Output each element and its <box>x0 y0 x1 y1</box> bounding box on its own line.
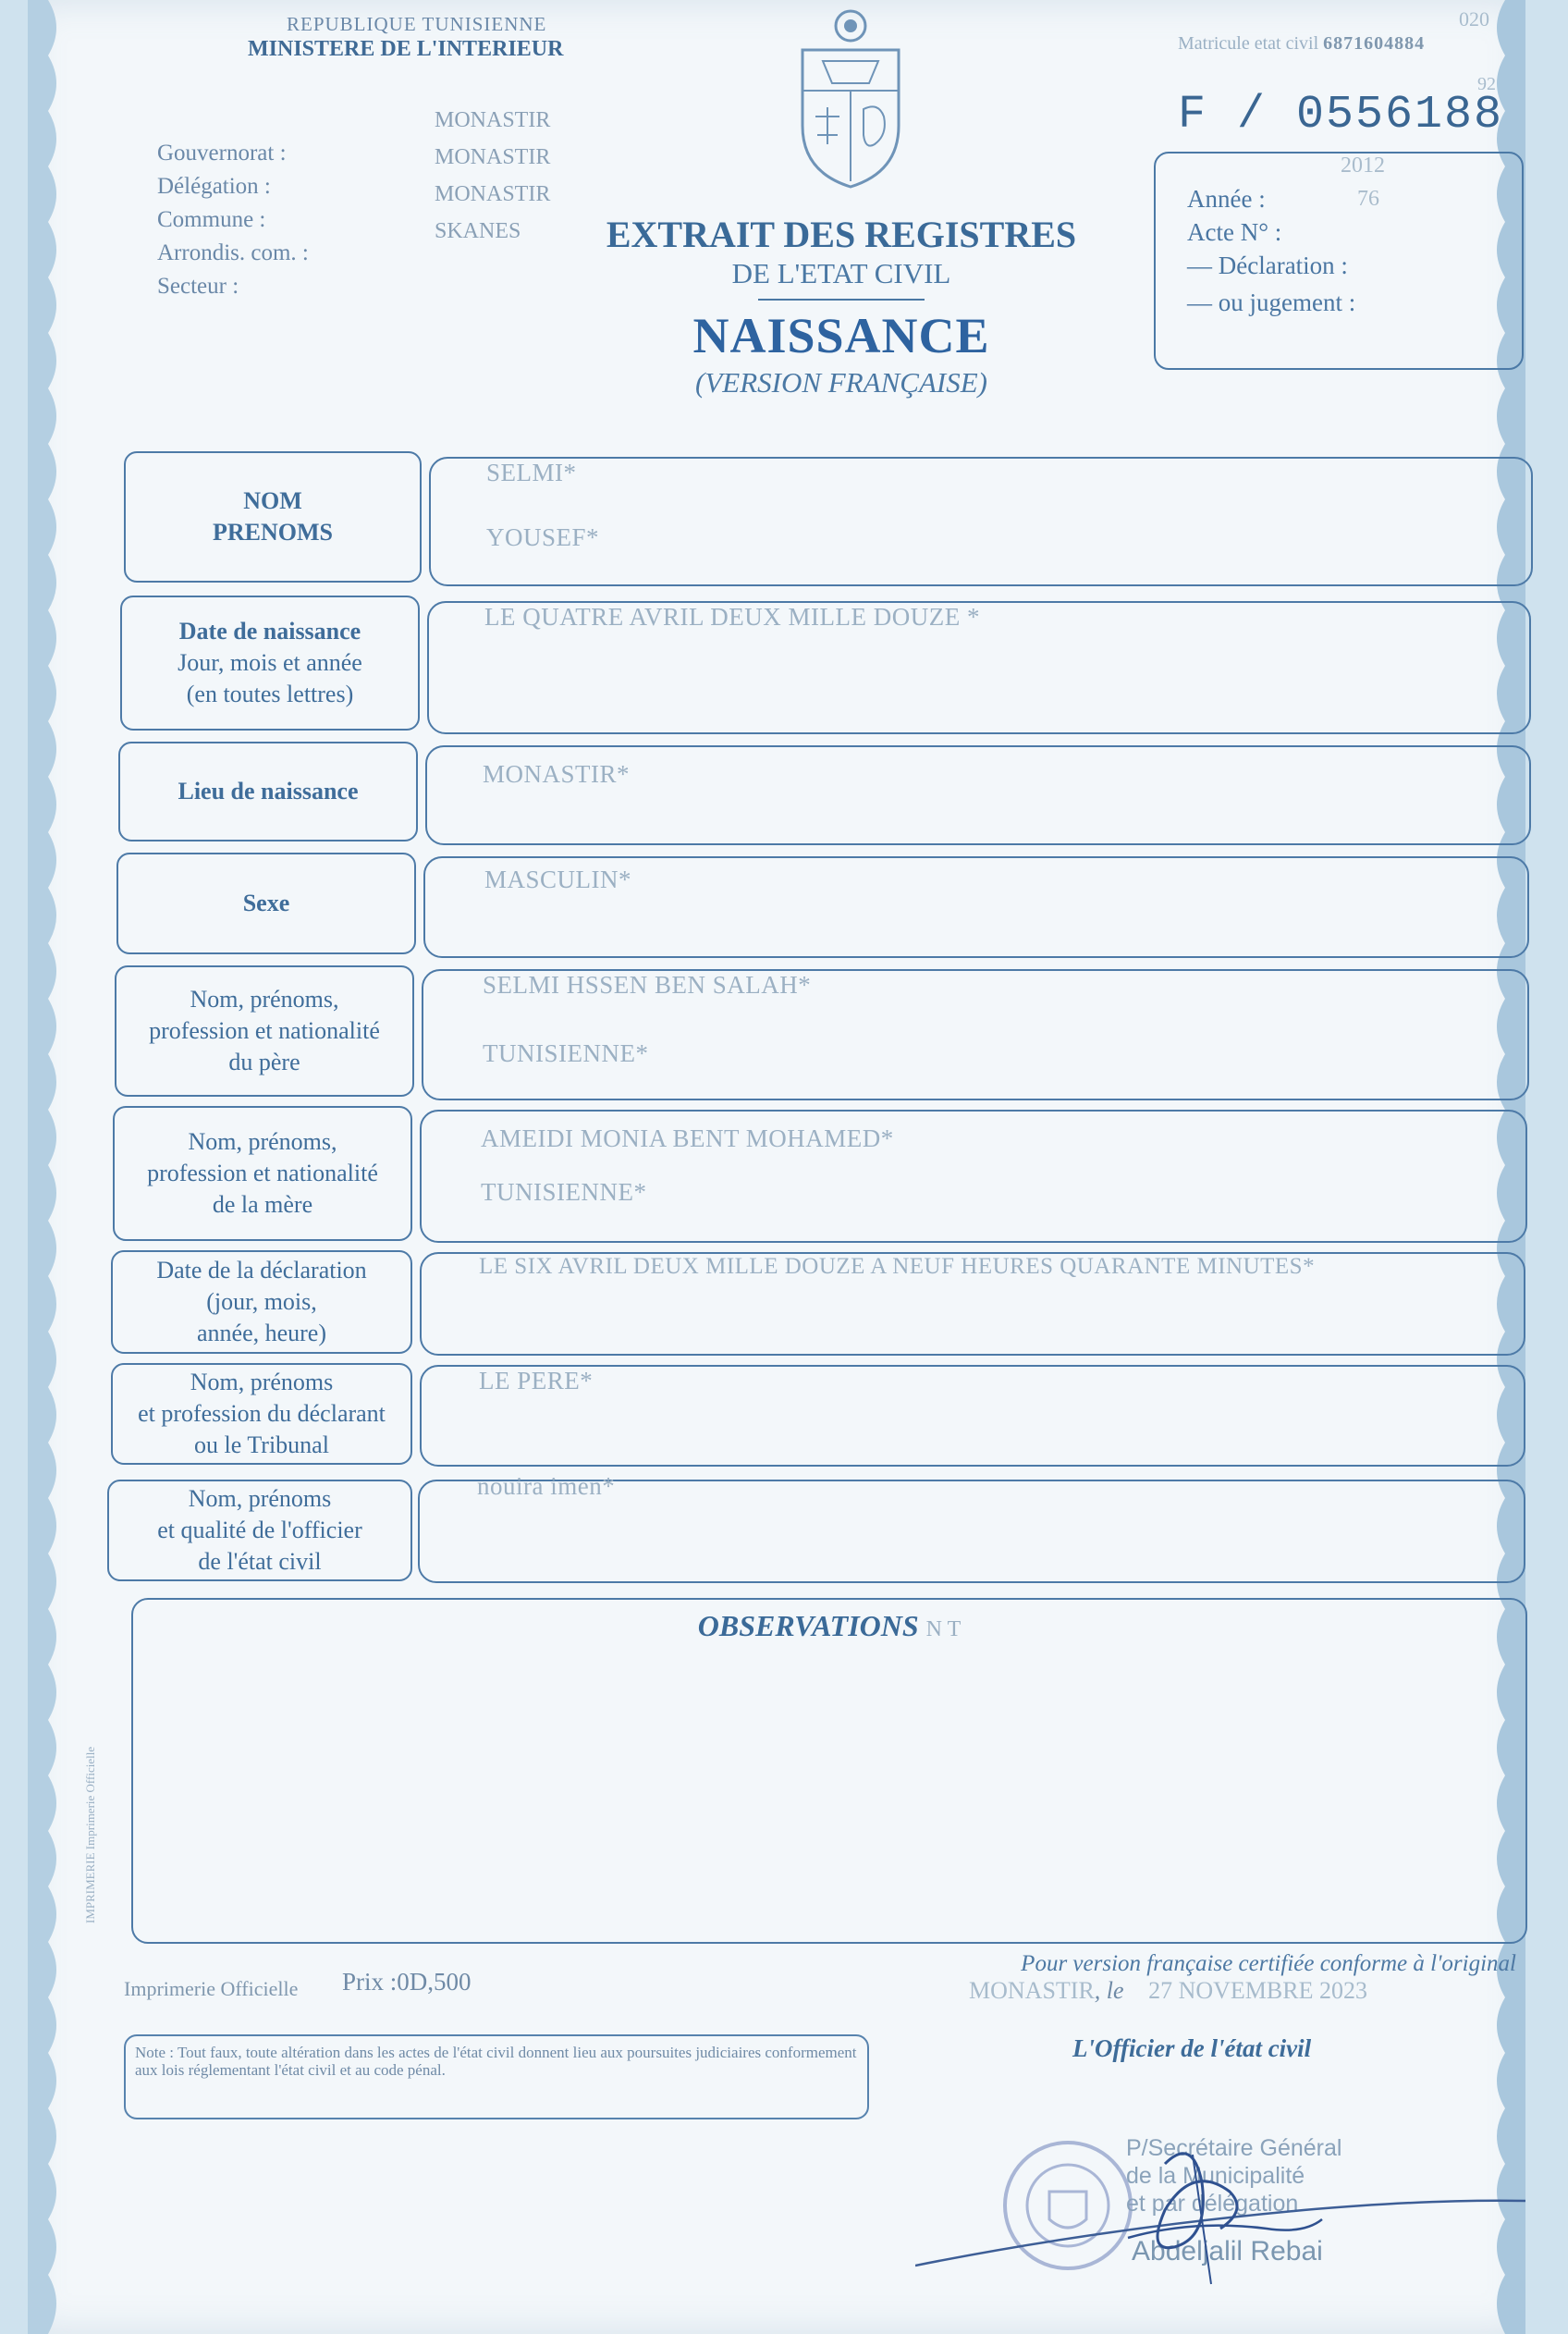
father-value-2: TUNISIENNE* <box>483 1039 649 1067</box>
sex-label: Sexe <box>242 890 290 916</box>
annee-value: 2012 <box>1341 154 1385 178</box>
tunisia-coat-of-arms-icon <box>786 6 915 190</box>
sex-label-box <box>116 853 416 954</box>
declarant-label-2: et profession du déclarant <box>138 1400 386 1427</box>
father-label-2: profession et nationalité <box>149 1017 380 1044</box>
decl-date-value: LE SIX AVRIL DEUX MILLE DOUZE A NEUF HEURES QUARANTE MINUTES* <box>479 1254 1316 1279</box>
observations-title <box>133 1609 1525 1643</box>
title-extrait: EXTRAIT DES REGISTRES <box>606 214 1077 255</box>
stamp-line-1: P/Secrétaire Général <box>1126 2135 1342 2161</box>
nom-value: SELMI* <box>486 459 577 486</box>
admin-label-commune: Commune : <box>157 207 266 232</box>
issue-date: 27 NOVEMBRE 2023 <box>1148 1977 1367 2004</box>
legal-note: Note : Tout faux, toute altération dans les actes de l'état civil donnent lieu aux poursuites judiciaires conformement aux lois réglementant l'état civil et au code pénal. <box>124 2034 869 2119</box>
declarant-label-1: Nom, prénoms <box>190 1369 334 1395</box>
sex-value: MASCULIN* <box>484 866 632 893</box>
side-print-text: IMPRIMERIE Imprimerie Officielle <box>83 1746 97 1923</box>
declarant-value-box <box>420 1365 1525 1467</box>
officer-label-2: et qualité de l'officier <box>157 1517 362 1543</box>
signatory-name: Abdeljalil Rebai <box>1132 2236 1323 2266</box>
matricule-value: 6871604884 <box>1323 33 1426 54</box>
decl-date-label-box <box>111 1250 412 1354</box>
sex-value-box <box>423 856 1529 958</box>
officer-title: L'Officier de l'état civil <box>1072 2034 1312 2062</box>
mother-value-1: AMEIDI MONIA BENT MOHAMED* <box>481 1124 894 1152</box>
matricule <box>1178 33 1425 55</box>
father-value-box <box>422 969 1529 1100</box>
father-value-1: SELMI HSSEN BEN SALAH* <box>483 971 812 999</box>
title-divider <box>758 299 925 301</box>
admin-values <box>435 102 550 250</box>
dob-value: LE QUATRE AVRIL DEUX MILLE DOUZE * <box>484 603 980 631</box>
admin-value-commune: SKANES <box>435 219 521 243</box>
place: MONASTIR <box>969 1977 1095 2004</box>
mother-label-box <box>113 1106 412 1241</box>
nom-label: NOM <box>243 487 302 514</box>
small-code: 92 <box>1477 74 1496 94</box>
mother-label-1: Nom, prénoms, <box>188 1128 337 1155</box>
left-guilloche-border <box>28 0 83 2334</box>
ministry-label: MINISTERE DE L'INTERIEUR <box>248 37 564 61</box>
father-label-1: Nom, prénoms, <box>190 986 339 1013</box>
mother-label-2: profession et nationalité <box>147 1160 378 1186</box>
title-version: (VERSION FRANÇAISE) <box>695 366 987 399</box>
observations-box <box>131 1598 1527 1944</box>
dob-value-box <box>427 601 1531 734</box>
decl-date-label-1: Date de la déclaration <box>156 1257 367 1284</box>
jugement-label: — ou jugement : <box>1187 289 1356 316</box>
prenoms-value: YOUSEF* <box>486 523 600 551</box>
declaration-label: — Déclaration : <box>1187 252 1348 279</box>
acte-value: 76 <box>1357 187 1379 211</box>
admin-label-delegation: Délégation : <box>157 174 271 199</box>
imprimerie-label: Imprimerie Officielle <box>124 1977 299 2000</box>
father-label-3: du père <box>228 1049 300 1075</box>
matricule-label: Matricule etat civil <box>1178 33 1319 54</box>
annee-label: Année : <box>1187 185 1266 213</box>
title-etat-civil: DE L'ETAT CIVIL <box>731 257 951 289</box>
title-naissance: NAISSANCE <box>692 308 990 363</box>
officer-value: nouira imen* <box>477 1472 616 1500</box>
pob-value-box <box>425 745 1531 845</box>
mother-label-3: de la mère <box>212 1191 313 1218</box>
nom-prenoms-value-box <box>429 457 1533 586</box>
admin-label-secteur: Secteur : <box>157 274 239 299</box>
officer-label-1: Nom, prénoms <box>188 1485 332 1512</box>
pob-label-box <box>118 742 418 841</box>
republic-label: REPUBLIQUE TUNISIENNE <box>287 13 547 35</box>
pob-value: MONASTIR* <box>483 760 631 788</box>
observations-title-text: OBSERVATIONS <box>697 1609 919 1642</box>
mother-value-box <box>420 1110 1527 1243</box>
place-date <box>969 1977 1367 2005</box>
dob-label: Date de naissance <box>178 618 361 645</box>
stamp-line-3: et par délégation <box>1126 2191 1299 2217</box>
decl-date-value-box <box>420 1252 1525 1356</box>
acte-label: Acte N° : <box>1187 218 1282 246</box>
le-label: , le <box>1094 1977 1124 2004</box>
serial-number: F / 0556188 <box>1178 89 1504 141</box>
dob-label-sub2: (en toutes lettres) <box>186 681 354 707</box>
prenoms-label: PRENOMS <box>213 519 333 546</box>
registry-box <box>1154 152 1524 370</box>
decl-date-label-3: année, heure) <box>196 1320 327 1346</box>
top-code: 020 <box>1459 7 1489 31</box>
certification-text: Pour version française certifiée conforme à l'original <box>1021 1951 1516 1976</box>
nom-prenoms-label-box <box>124 451 422 583</box>
declarant-label-3: ou le Tribunal <box>194 1431 329 1458</box>
father-label-box <box>115 965 414 1097</box>
admin-label-gouvernorat: Gouvernorat : <box>157 141 287 166</box>
price-label: Prix :0D,500 <box>342 1968 472 1996</box>
officer-value-box <box>418 1472 1525 1583</box>
admin-value-delegation: MONASTIR <box>435 182 551 206</box>
mother-value-2: TUNISIENNE* <box>481 1178 647 1206</box>
admin-labels <box>157 137 309 303</box>
officer-label-box <box>107 1480 412 1581</box>
declarant-label-box <box>111 1363 412 1465</box>
declarant-value: LE PERE* <box>479 1367 594 1394</box>
handwritten-signature-icon <box>915 2127 1525 2293</box>
officer-label-3: de l'état civil <box>198 1548 322 1575</box>
decl-date-label-2: (jour, mois, <box>206 1288 317 1315</box>
dob-label-box <box>120 596 420 731</box>
observations-trail: N T <box>925 1617 962 1641</box>
stamp-line-2: de la Municipalité <box>1126 2163 1305 2189</box>
dob-label-sub1: Jour, mois et année <box>178 649 362 676</box>
document-page <box>28 0 1525 2334</box>
admin-value-top: MONASTIR <box>435 108 551 132</box>
pob-label: Lieu de naissance <box>178 778 359 805</box>
admin-label-arrondissement: Arrondis. com. : <box>157 240 309 265</box>
admin-value-gouvernorat: MONASTIR <box>435 145 551 169</box>
